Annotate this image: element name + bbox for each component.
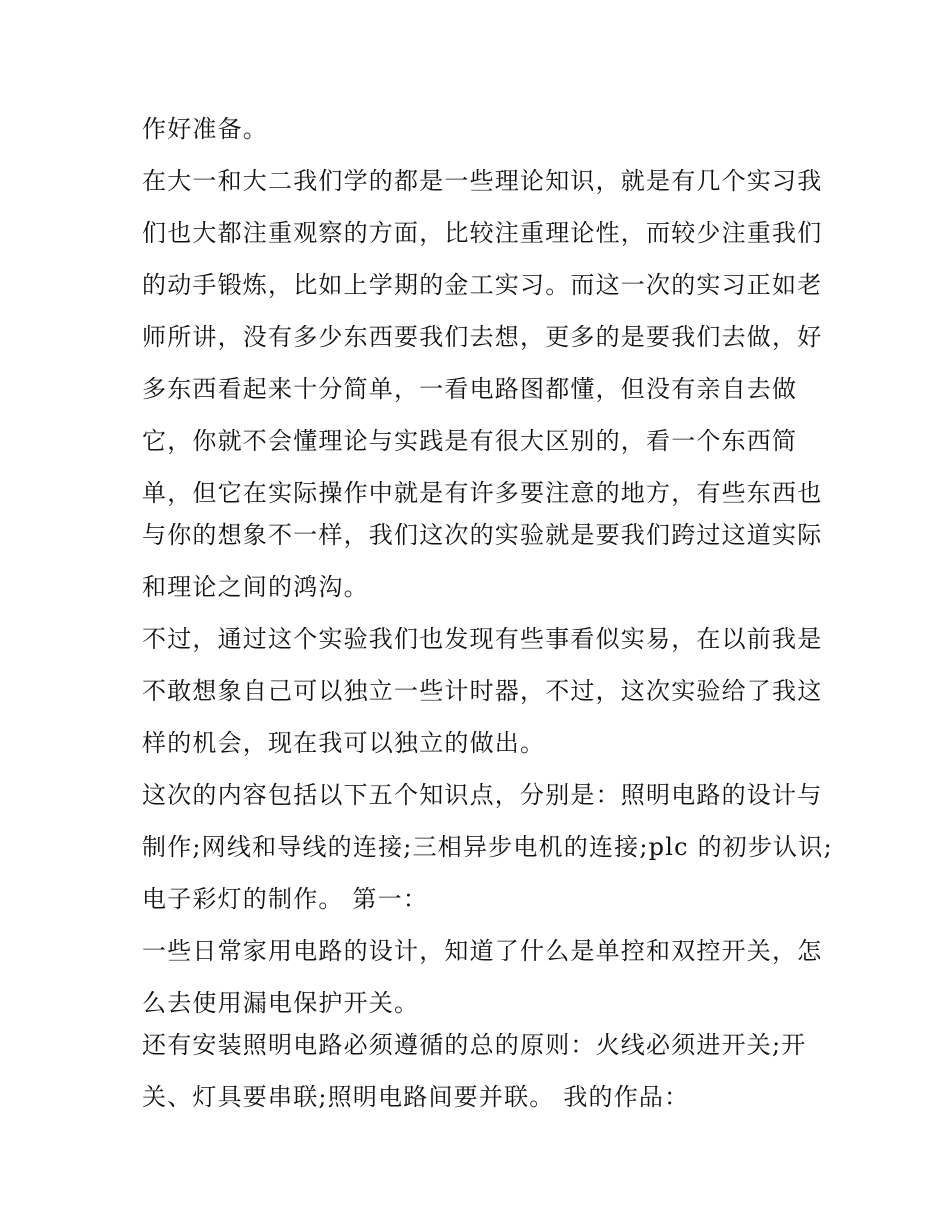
text-line: 作好准备。 xyxy=(142,115,268,143)
text-line: 单，但它在实际操作中就是有许多要注意的地方，有些东西也 xyxy=(142,479,823,507)
text-line: 关、灯具要串联;照明电路间要并联。 我的作品： xyxy=(142,1083,690,1111)
text-line: 不敢想象自己可以独立一些计时器，不过，这次实验给了我这 xyxy=(142,677,823,705)
text-line: 样的机会，现在我可以独立的做出。 xyxy=(142,729,546,757)
text-line: 它，你就不会懂理论与实践是有很大区别的，看一个东西简 xyxy=(142,427,798,455)
text-line: 还有安装照明电路必须遵循的总的原则：火线必须进开关;开 xyxy=(142,1031,807,1059)
text-line: 制作;网线和导线的连接;三相异步电机的连接;plc 的初步认识; xyxy=(142,833,833,861)
text-line: 一些日常家用电路的设计，知道了什么是单控和双控开关，怎 xyxy=(142,937,823,965)
text-line: 在大一和大二我们学的都是一些理论知识，就是有几个实习我 xyxy=(142,167,823,195)
text-line: 们也大都注重观察的方面，比较注重理论性，而较少注重我们 xyxy=(142,219,823,247)
text-line: 和理论之间的鸿沟。 xyxy=(142,573,369,601)
text-line: 电子彩灯的制作。 第一： xyxy=(142,885,429,913)
text-line: 师所讲，没有多少东西要我们去想，更多的是要我们去做，好 xyxy=(142,323,823,351)
text-line: 多东西看起来十分简单，一看电路图都懂，但没有亲自去做 xyxy=(142,375,798,403)
text-line: 么去使用漏电保护开关。 xyxy=(142,989,420,1017)
text-line: 这次的内容包括以下五个知识点，分别是：照明电路的设计与 xyxy=(142,781,823,809)
text-line: 不过，通过这个实验我们也发现有些事看似实易，在以前我是 xyxy=(142,625,823,653)
text-line: 与你的想象不一样，我们这次的实验就是要我们跨过这道实际 xyxy=(142,521,823,549)
text-line: 的动手锻炼，比如上学期的金工实习。而这一次的实习正如老 xyxy=(142,271,823,299)
